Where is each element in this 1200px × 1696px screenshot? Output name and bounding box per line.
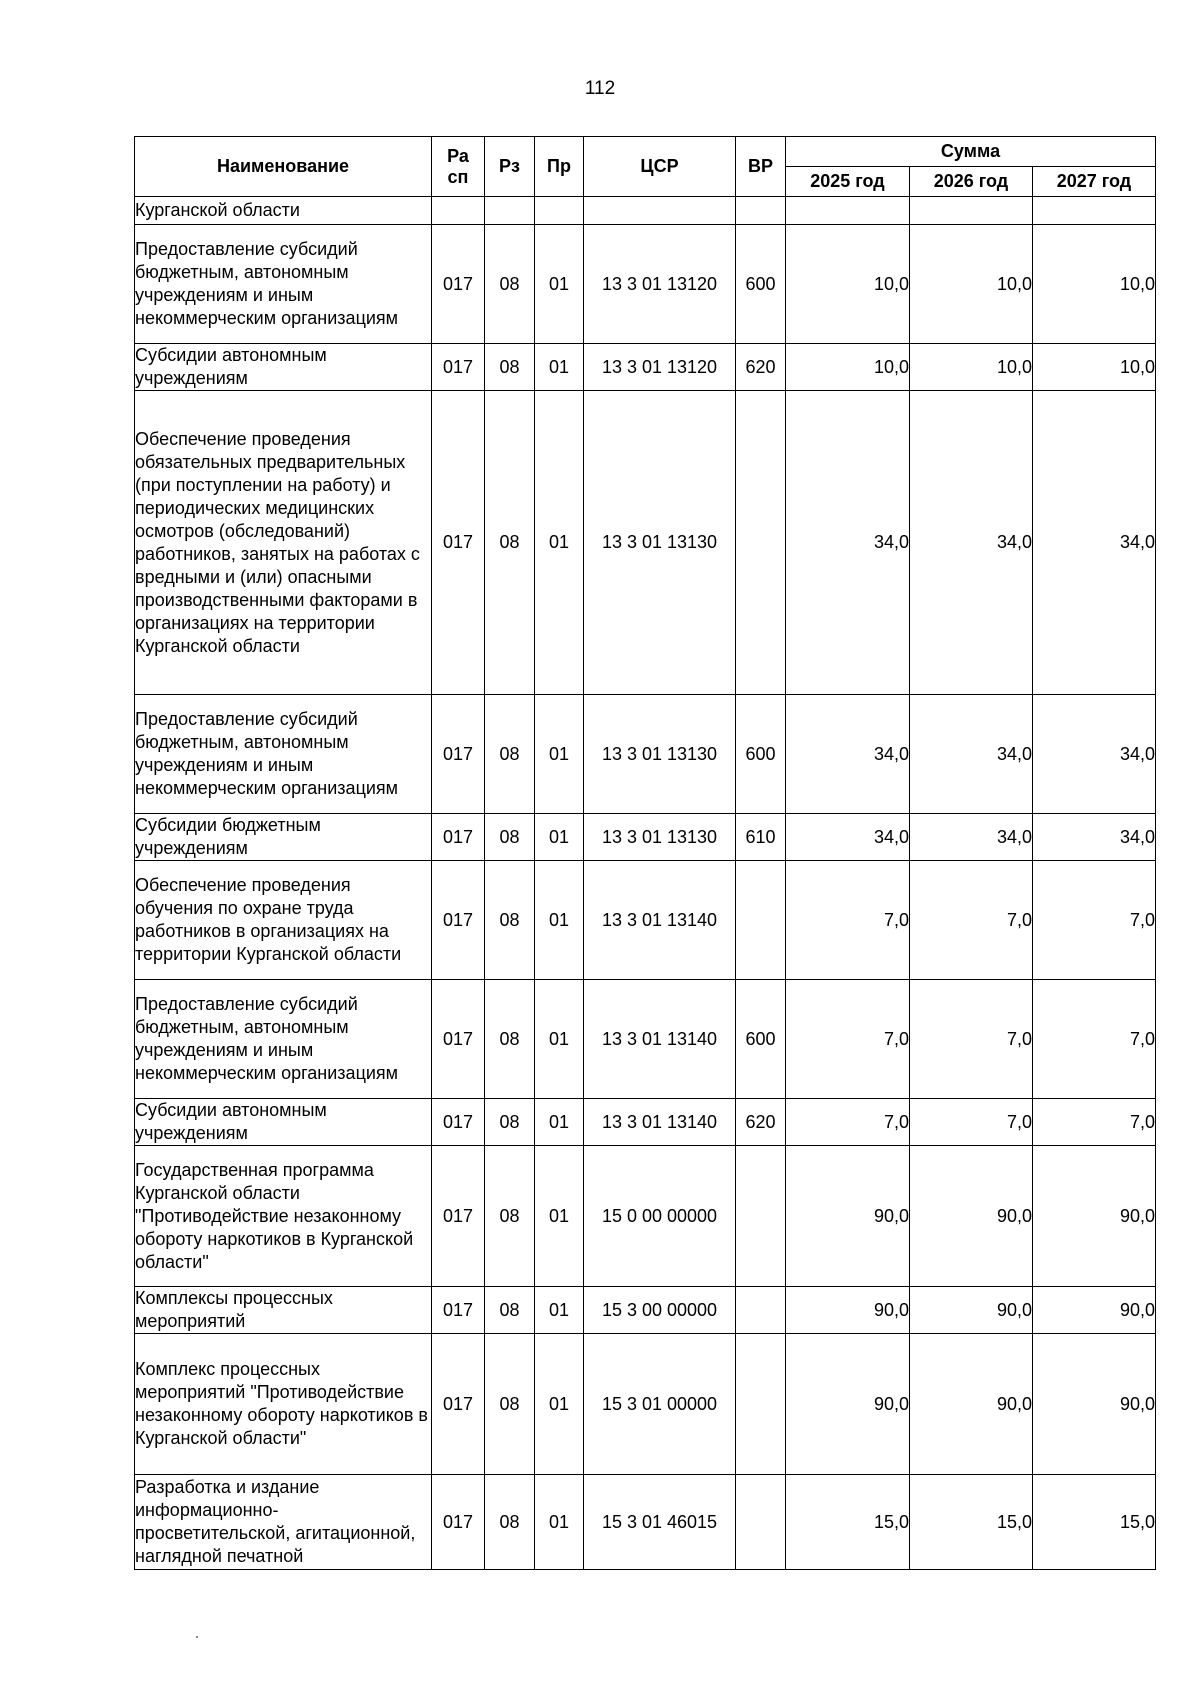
table-row <box>135 1287 1156 1334</box>
header-sum: Сумма <box>786 137 1156 167</box>
cell-sum-2025: 90,0 <box>786 1334 910 1475</box>
cell-rz: 08 <box>485 980 535 1099</box>
cell-name: Курганской области <box>135 197 432 225</box>
cell-rasp: 017 <box>432 695 485 814</box>
cell-csr: 15 3 00 00000 <box>584 1287 736 1334</box>
cell-rz: 08 <box>485 1334 535 1475</box>
table-row <box>135 695 1156 814</box>
cell-sum-2025: 34,0 <box>786 814 910 861</box>
cell-rz: 08 <box>485 1475 535 1570</box>
cell-rasp: 017 <box>432 861 485 980</box>
cell-sum-2026: 7,0 <box>910 1099 1033 1146</box>
cell-rz: 08 <box>485 1287 535 1334</box>
cell-rz: 08 <box>485 814 535 861</box>
header-year-2025: 2025 год <box>786 167 910 197</box>
table-body <box>135 197 1156 1570</box>
cell-vr <box>736 1475 786 1570</box>
cell-sum-2026: 90,0 <box>910 1334 1033 1475</box>
cell-name: Государственная программа Курганской области "Противодействие незаконному обороту наркотиков в Курганской области" <box>135 1146 432 1287</box>
cell-pr: 01 <box>535 225 584 344</box>
cell-name: Субсидии автономным учреждениям <box>135 344 432 391</box>
cell-vr <box>736 197 786 225</box>
cell-sum-2027: 90,0 <box>1033 1146 1156 1287</box>
header-rasp: Ра сп <box>432 137 485 197</box>
cell-name: Комплексы процессных мероприятий <box>135 1287 432 1334</box>
cell-csr: 13 3 01 13140 <box>584 861 736 980</box>
cell-csr: 13 3 01 13130 <box>584 695 736 814</box>
cell-rasp: 017 <box>432 225 485 344</box>
cell-vr <box>736 1146 786 1287</box>
cell-vr: 620 <box>736 1099 786 1146</box>
cell-sum-2025: 15,0 <box>786 1475 910 1570</box>
cell-sum-2025: 34,0 <box>786 695 910 814</box>
cell-csr: 13 3 01 13120 <box>584 225 736 344</box>
table-row <box>135 225 1156 344</box>
cell-csr: 13 3 01 13140 <box>584 1099 736 1146</box>
cell-sum-2027: 15,0 <box>1033 1475 1156 1570</box>
cell-vr <box>736 1334 786 1475</box>
cell-sum-2026: 90,0 <box>910 1146 1033 1287</box>
table-row <box>135 1099 1156 1146</box>
table-row <box>135 1334 1156 1475</box>
cell-vr <box>736 1287 786 1334</box>
table-row <box>135 980 1156 1099</box>
cell-sum-2026: 90,0 <box>910 1287 1033 1334</box>
cell-pr: 01 <box>535 391 584 695</box>
cell-name: Комплекс процессных мероприятий "Противодействие незаконному обороту наркотиков в Курганской области" <box>135 1334 432 1475</box>
header-rz: Рз <box>485 137 535 197</box>
cell-rasp: 017 <box>432 1099 485 1146</box>
cell-csr: 15 0 00 00000 <box>584 1146 736 1287</box>
table-row <box>135 1146 1156 1287</box>
cell-rasp: 017 <box>432 344 485 391</box>
cell-rasp: 017 <box>432 1146 485 1287</box>
cell-rz <box>485 197 535 225</box>
header-pr: Пр <box>535 137 584 197</box>
cell-sum-2025: 7,0 <box>786 980 910 1099</box>
table-row <box>135 814 1156 861</box>
cell-sum-2025: 34,0 <box>786 391 910 695</box>
cell-rasp: 017 <box>432 814 485 861</box>
page-number: 112 <box>584 78 616 99</box>
cell-pr: 01 <box>535 1475 584 1570</box>
cell-sum-2027 <box>1033 197 1156 225</box>
cell-sum-2027: 10,0 <box>1033 225 1156 344</box>
cell-rz: 08 <box>485 391 535 695</box>
cell-csr: 13 3 01 13140 <box>584 980 736 1099</box>
cell-vr: 620 <box>736 344 786 391</box>
cell-pr: 01 <box>535 1334 584 1475</box>
cell-pr: 01 <box>535 1287 584 1334</box>
cell-rz: 08 <box>485 695 535 814</box>
cell-rz: 08 <box>485 344 535 391</box>
cell-csr: 15 3 01 00000 <box>584 1334 736 1475</box>
cell-sum-2027: 7,0 <box>1033 980 1156 1099</box>
header-vr: ВР <box>736 137 786 197</box>
table-header <box>135 137 1156 197</box>
cell-name: Обеспечение проведения обязательных предварительных (при поступлении на работу) и периодических медицинских осмотров (обследований) работников, занятых на работах с вредными и (или) опасными производственными факторами в организациях на территории Курганской области <box>135 391 432 695</box>
cell-sum-2027: 34,0 <box>1033 391 1156 695</box>
cell-sum-2025: 90,0 <box>786 1146 910 1287</box>
cell-rasp: 017 <box>432 980 485 1099</box>
cell-rasp: 017 <box>432 1475 485 1570</box>
cell-sum-2027: 90,0 <box>1033 1334 1156 1475</box>
cell-csr: 15 3 01 46015 <box>584 1475 736 1570</box>
cell-pr: 01 <box>535 1099 584 1146</box>
cell-rasp: 017 <box>432 391 485 695</box>
header-year-2027: 2027 год <box>1033 167 1156 197</box>
cell-name: Предоставление субсидий бюджетным, автономным учреждениям и иным некоммерческим организациям <box>135 225 432 344</box>
cell-rz: 08 <box>485 225 535 344</box>
cell-sum-2027: 10,0 <box>1033 344 1156 391</box>
cell-sum-2026: 15,0 <box>910 1475 1033 1570</box>
table-row <box>135 344 1156 391</box>
cell-sum-2025: 7,0 <box>786 1099 910 1146</box>
cell-name: Субсидии бюджетным учреждениям <box>135 814 432 861</box>
table-row <box>135 391 1156 695</box>
cell-sum-2025: 10,0 <box>786 225 910 344</box>
cell-sum-2025: 7,0 <box>786 861 910 980</box>
cell-sum-2025 <box>786 197 910 225</box>
cell-csr <box>584 197 736 225</box>
cell-csr: 13 3 01 13130 <box>584 391 736 695</box>
cell-name: Предоставление субсидий бюджетным, автономным учреждениям и иным некоммерческим организациям <box>135 695 432 814</box>
table-row <box>135 197 1156 225</box>
cell-name: Предоставление субсидий бюджетным, автономным учреждениям и иным некоммерческим организациям <box>135 980 432 1099</box>
cell-vr <box>736 861 786 980</box>
cell-csr: 13 3 01 13120 <box>584 344 736 391</box>
cell-rasp: 017 <box>432 1287 485 1334</box>
cell-name: Субсидии автономным учреждениям <box>135 1099 432 1146</box>
cell-rz: 08 <box>485 1099 535 1146</box>
header-name: Наименование <box>135 137 432 197</box>
cell-name: Обеспечение проведения обучения по охране труда работников в организациях на территории Курганской области <box>135 861 432 980</box>
cell-sum-2027: 7,0 <box>1033 1099 1156 1146</box>
cell-vr: 600 <box>736 980 786 1099</box>
cell-pr: 01 <box>535 695 584 814</box>
cell-sum-2026: 7,0 <box>910 861 1033 980</box>
cell-sum-2027: 34,0 <box>1033 695 1156 814</box>
cell-name: Разработка и издание информационно-просветительской, агитационной, наглядной печатной <box>135 1475 432 1570</box>
cell-rz: 08 <box>485 861 535 980</box>
cell-sum-2026: 34,0 <box>910 695 1033 814</box>
cell-vr: 600 <box>736 225 786 344</box>
header-year-2026: 2026 год <box>910 167 1033 197</box>
cell-rz: 08 <box>485 1146 535 1287</box>
cell-sum-2027: 7,0 <box>1033 861 1156 980</box>
cell-pr: 01 <box>535 980 584 1099</box>
cell-pr <box>535 197 584 225</box>
cell-sum-2025: 90,0 <box>786 1287 910 1334</box>
cell-sum-2026: 34,0 <box>910 391 1033 695</box>
cell-csr: 13 3 01 13130 <box>584 814 736 861</box>
cell-rasp: 017 <box>432 1334 485 1475</box>
cell-pr: 01 <box>535 1146 584 1287</box>
cell-sum-2027: 34,0 <box>1033 814 1156 861</box>
cell-vr: 610 <box>736 814 786 861</box>
budget-table <box>134 136 1156 1570</box>
cell-sum-2026: 7,0 <box>910 980 1033 1099</box>
cell-vr: 600 <box>736 695 786 814</box>
cell-vr <box>736 391 786 695</box>
cell-pr: 01 <box>535 814 584 861</box>
stray-mark <box>196 1636 198 1638</box>
table-row <box>135 1475 1156 1570</box>
cell-sum-2026: 10,0 <box>910 344 1033 391</box>
cell-pr: 01 <box>535 861 584 980</box>
cell-rasp <box>432 197 485 225</box>
cell-sum-2026: 10,0 <box>910 225 1033 344</box>
cell-pr: 01 <box>535 344 584 391</box>
cell-sum-2026 <box>910 197 1033 225</box>
cell-sum-2025: 10,0 <box>786 344 910 391</box>
table-row <box>135 861 1156 980</box>
cell-sum-2027: 90,0 <box>1033 1287 1156 1334</box>
cell-sum-2026: 34,0 <box>910 814 1033 861</box>
header-csr: ЦСР <box>584 137 736 197</box>
